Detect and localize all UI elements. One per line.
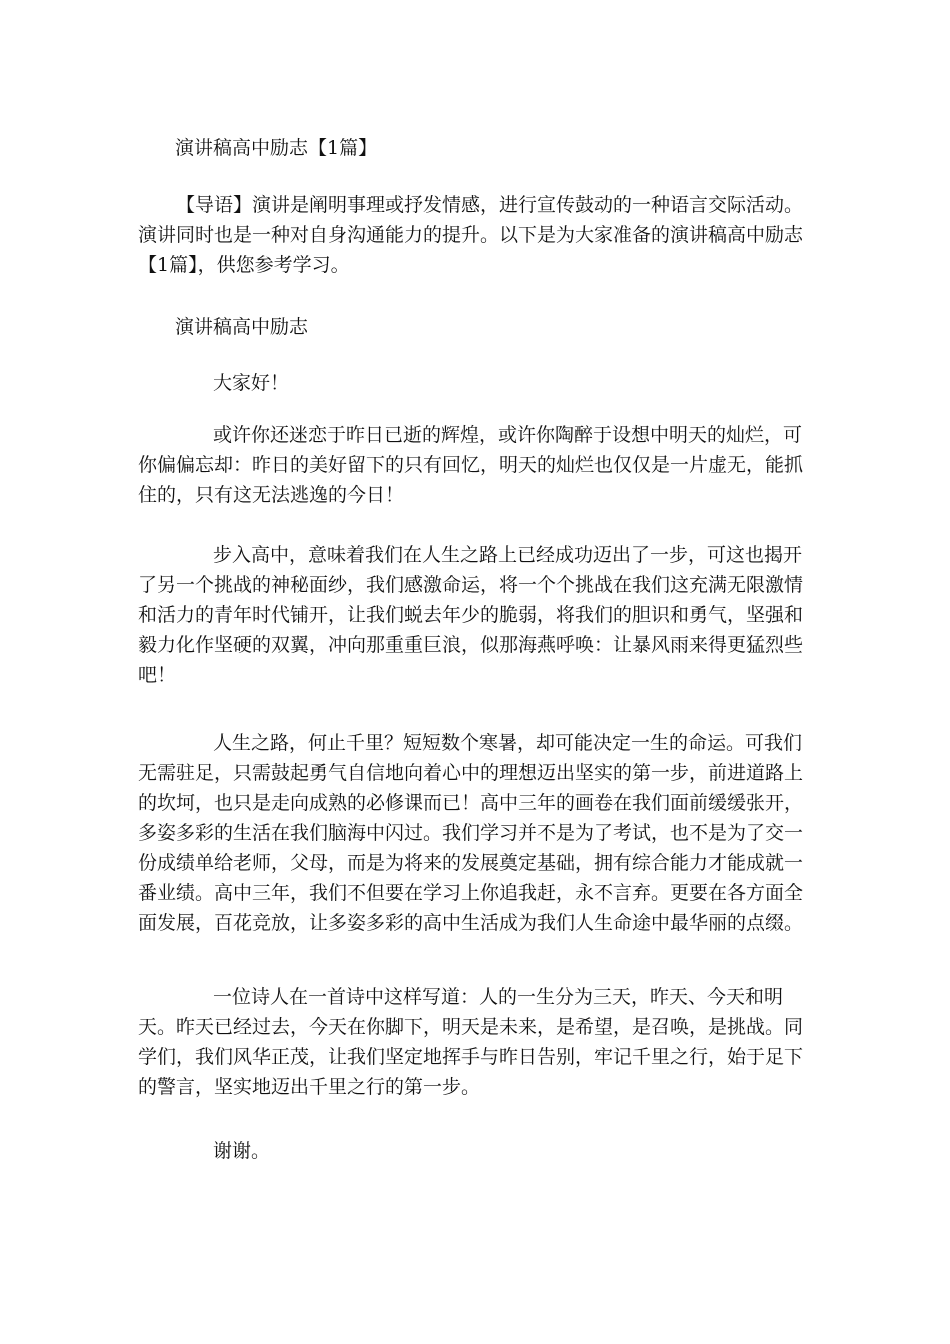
document-title: 演讲稿高中励志【1篇】 [175, 137, 378, 159]
body-paragraph-4: 一位诗人在一首诗中这样写道：人的一生分为三天，昨天、今天和明天。昨天已经过去，今天在你脚下，明天是未来，是希望，是召唤，是挑战。同学们，我们风华正茂，让我们坚定地挥手与昨日告别，牢记千里之行，始于足下的警言，坚实地迈出千里之行的第一步。 [138, 986, 804, 1098]
body-paragraph-3: 人生之路，何止千里？短短数个寒暑，却可能决定一生的命运。可我们无需驻足，只需鼓起勇气自信地向着心中的理想迈出坚实的第一步，前进道路上的坎坷，也只是走向成熟的必修课而已！高中三年的画卷在我们面前缓缓张开，多姿多彩的生活在我们脑海中闪过。我们学习并不是为了考试，也不是为了交一份成绩单给老师，父母，而是为将来的发展奠定基础，拥有综合能力才能成就一番业绩。高中三年，我们不但要在学习上你追我赶，永不言弃。更要在各方面全面发展，百花竞放，让多姿多彩的高中生活成为我们人生命途中最华丽的点缀。 [138, 732, 804, 934]
intro-paragraph: 【导语】演讲是阐明事理或抒发情感，进行宣传鼓动的一种语言交际活动。演讲同时也是一种对自身沟通能力的提升。以下是为大家准备的演讲稿高中励志【1篇】，供您参考学习。 [138, 194, 804, 276]
greeting: 大家好！ [213, 372, 290, 394]
speech-subtitle: 演讲稿高中励志 [175, 316, 309, 338]
body-paragraph-1: 或许你还迷恋于昨日已逝的辉煌，或许你陶醉于设想中明天的灿烂，可你偏偏忘却：昨日的美好留下的只有回忆，明天的灿烂也仅仅是一片虚无，能抓住的，只有这无法逃逸的今日！ [138, 424, 804, 506]
body-paragraph-2: 步入高中，意味着我们在人生之路上已经成功迈出了一步，可这也揭开了另一个挑战的神秘面纱，我们感激命运，将一个个挑战在我们这充满无限激情和活力的青年时代铺开，让我们蜕去年少的脆弱，将我们的胆识和勇气，坚强和毅力化作坚硬的双翼，冲向那重重巨浪，似那海燕呼唤：让暴风雨来得更猛烈些吧！ [138, 544, 804, 686]
closing-line: 谢谢。 [213, 1140, 271, 1162]
